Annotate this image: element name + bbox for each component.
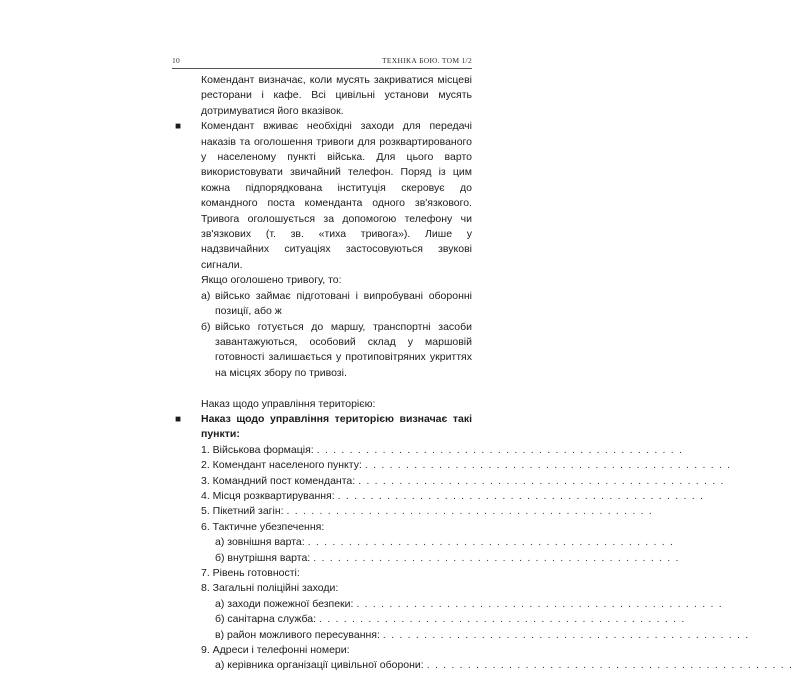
- bullet-order-text: Наказ щодо управління територією визначає такі пункти:: [201, 412, 472, 441]
- form-item-label: а) зовнішня варта:: [215, 536, 305, 549]
- form-item: [172, 474, 725, 489]
- form-item: [172, 504, 653, 519]
- dot-leader: . . . . . . . . . . . . . . . . . . . . . . . . . . . . . . . . . . . . . . . . . . . . .: [307, 536, 675, 549]
- form-item-label: б) санітарна служба:: [215, 613, 316, 626]
- alarm-option-b: [172, 320, 472, 382]
- form-item: [172, 489, 705, 504]
- dot-leader: . . . . . . . . . . . . . . . . . . . . . . . . . . . . . . . . . . . . . . . . . . . . .: [316, 443, 684, 456]
- form-item-label: а) керівника організації цивільної оборони:: [215, 659, 424, 672]
- bullet-icon: ■: [175, 121, 182, 133]
- dot-leader: . . . . . . . . . . . . . . . . . . . . . . . . . . . . . . . . . . . . . . . . . . . . .: [382, 628, 750, 641]
- form-subitem: [172, 597, 723, 612]
- alarm-intro: Якщо оголошено тривогу, то:: [201, 274, 342, 287]
- option-text: військо готується до маршу, транспортні засоби завантажуються, особовий склад у маршовій готовності залишається у протиповітряних укриттях на місцях збору по тривозі.: [215, 320, 472, 379]
- form-item: [172, 520, 472, 535]
- order-heading: Наказ щодо управління територією:: [201, 397, 376, 410]
- form-item: [172, 566, 472, 581]
- form-item-label: 4. Місця розквартирування:: [201, 489, 335, 502]
- dot-leader: . . . . . . . . . . . . . . . . . . . . . . . . . . . . . . . . . . . . . . . . . . . . .: [286, 505, 653, 518]
- form-item-label: в) район можливого пересування:: [215, 628, 380, 641]
- form-subitem: [172, 535, 675, 550]
- form-item-label: 6. Тактичне убезпечення:: [201, 520, 325, 533]
- form-item-label: 2. Комендант населеного пункту:: [201, 459, 362, 472]
- form-item: [172, 443, 684, 458]
- form-item-label: а) заходи пожежної безпеки:: [215, 597, 354, 610]
- option-label: б): [201, 320, 211, 333]
- option-label: а): [201, 289, 211, 302]
- form-item-label: 7. Рівень готовності:: [201, 566, 300, 579]
- page-number: 10: [172, 56, 181, 65]
- book-title: ТЕХНІКА БОЮ. ТОМ 1/2: [382, 56, 472, 65]
- form-item-label: 1. Військова формація:: [201, 443, 314, 456]
- bullet-icon: ■: [175, 413, 182, 425]
- dot-leader: . . . . . . . . . . . . . . . . . . . . . . . . . . . . . . . . . . . . . . . . . . . . .: [356, 597, 723, 610]
- header-rule: [172, 68, 472, 69]
- bullet-alarm-text: Комендант вживає необхідні заходи для передачі наказів та оголошення тривоги для розквартированого у населеному пункті війська. Для цього варто використовувати звичайний телефон. Поряд із цим кожна підпорядкована інституція скеровує до командного поста коменданта одного зв'язкового. Тривога оголошується за допомогою телефону чи зв'язкових (т. зв. «тиха тривога»). Лише у надзвичайних ситуаціях застосовуються звукові сигнали.: [201, 120, 472, 271]
- form-item: [172, 643, 472, 658]
- form-item: [172, 581, 472, 596]
- bullet-alarm: [172, 119, 472, 273]
- form-subitem: [172, 628, 750, 643]
- dot-leader: . . . . . . . . . . . . . . . . . . . . . . . . . . . . . . . . . . . . . . . . . . . . .: [319, 613, 686, 626]
- paragraph-curfew: Комендант визначає, коли мусять закриватися місцеві ресторани і кафе. Всі цивільні установи мусять дотримуватися його вказівок.: [201, 74, 472, 117]
- form-item-label: б) внутрішня варта:: [215, 551, 311, 564]
- form-item-label: 9. Адреси і телефонні номери:: [201, 644, 350, 657]
- form-item-label: 8. Загальні поліційні заходи:: [201, 582, 339, 595]
- form-subitem: [172, 658, 793, 673]
- form-item: [172, 458, 732, 473]
- dot-leader: . . . . . . . . . . . . . . . . . . . . . . . . . . . . . . . . . . . . . . . . . . . . .: [337, 489, 705, 502]
- dot-leader: . . . . . . . . . . . . . . . . . . . . . . . . . . . . . . . . . . . . . . . . . . . . .: [358, 474, 725, 487]
- form-item-label: 3. Командний пост коменданта:: [201, 474, 356, 487]
- alarm-option-a: [172, 289, 472, 320]
- option-text: військо займає підготовані і випробувані оборонні позиції, або ж: [215, 289, 472, 318]
- dot-leader: . . . . . . . . . . . . . . . . . . . . . . . . . . . . . . . . . . . . . . . . . . . . .: [426, 659, 793, 672]
- dot-leader: . . . . . . . . . . . . . . . . . . . . . . . . . . . . . . . . . . . . . . . . . . . . .: [364, 459, 732, 472]
- page-body: [172, 73, 793, 674]
- form-subitem: [172, 612, 686, 627]
- form-item-label: 5. Пікетний загін:: [201, 505, 284, 518]
- bullet-order-points: [172, 412, 472, 443]
- dot-leader: . . . . . . . . . . . . . . . . . . . . . . . . . . . . . . . . . . . . . . . . . . . . .: [313, 551, 680, 564]
- form-subitem: [172, 551, 680, 566]
